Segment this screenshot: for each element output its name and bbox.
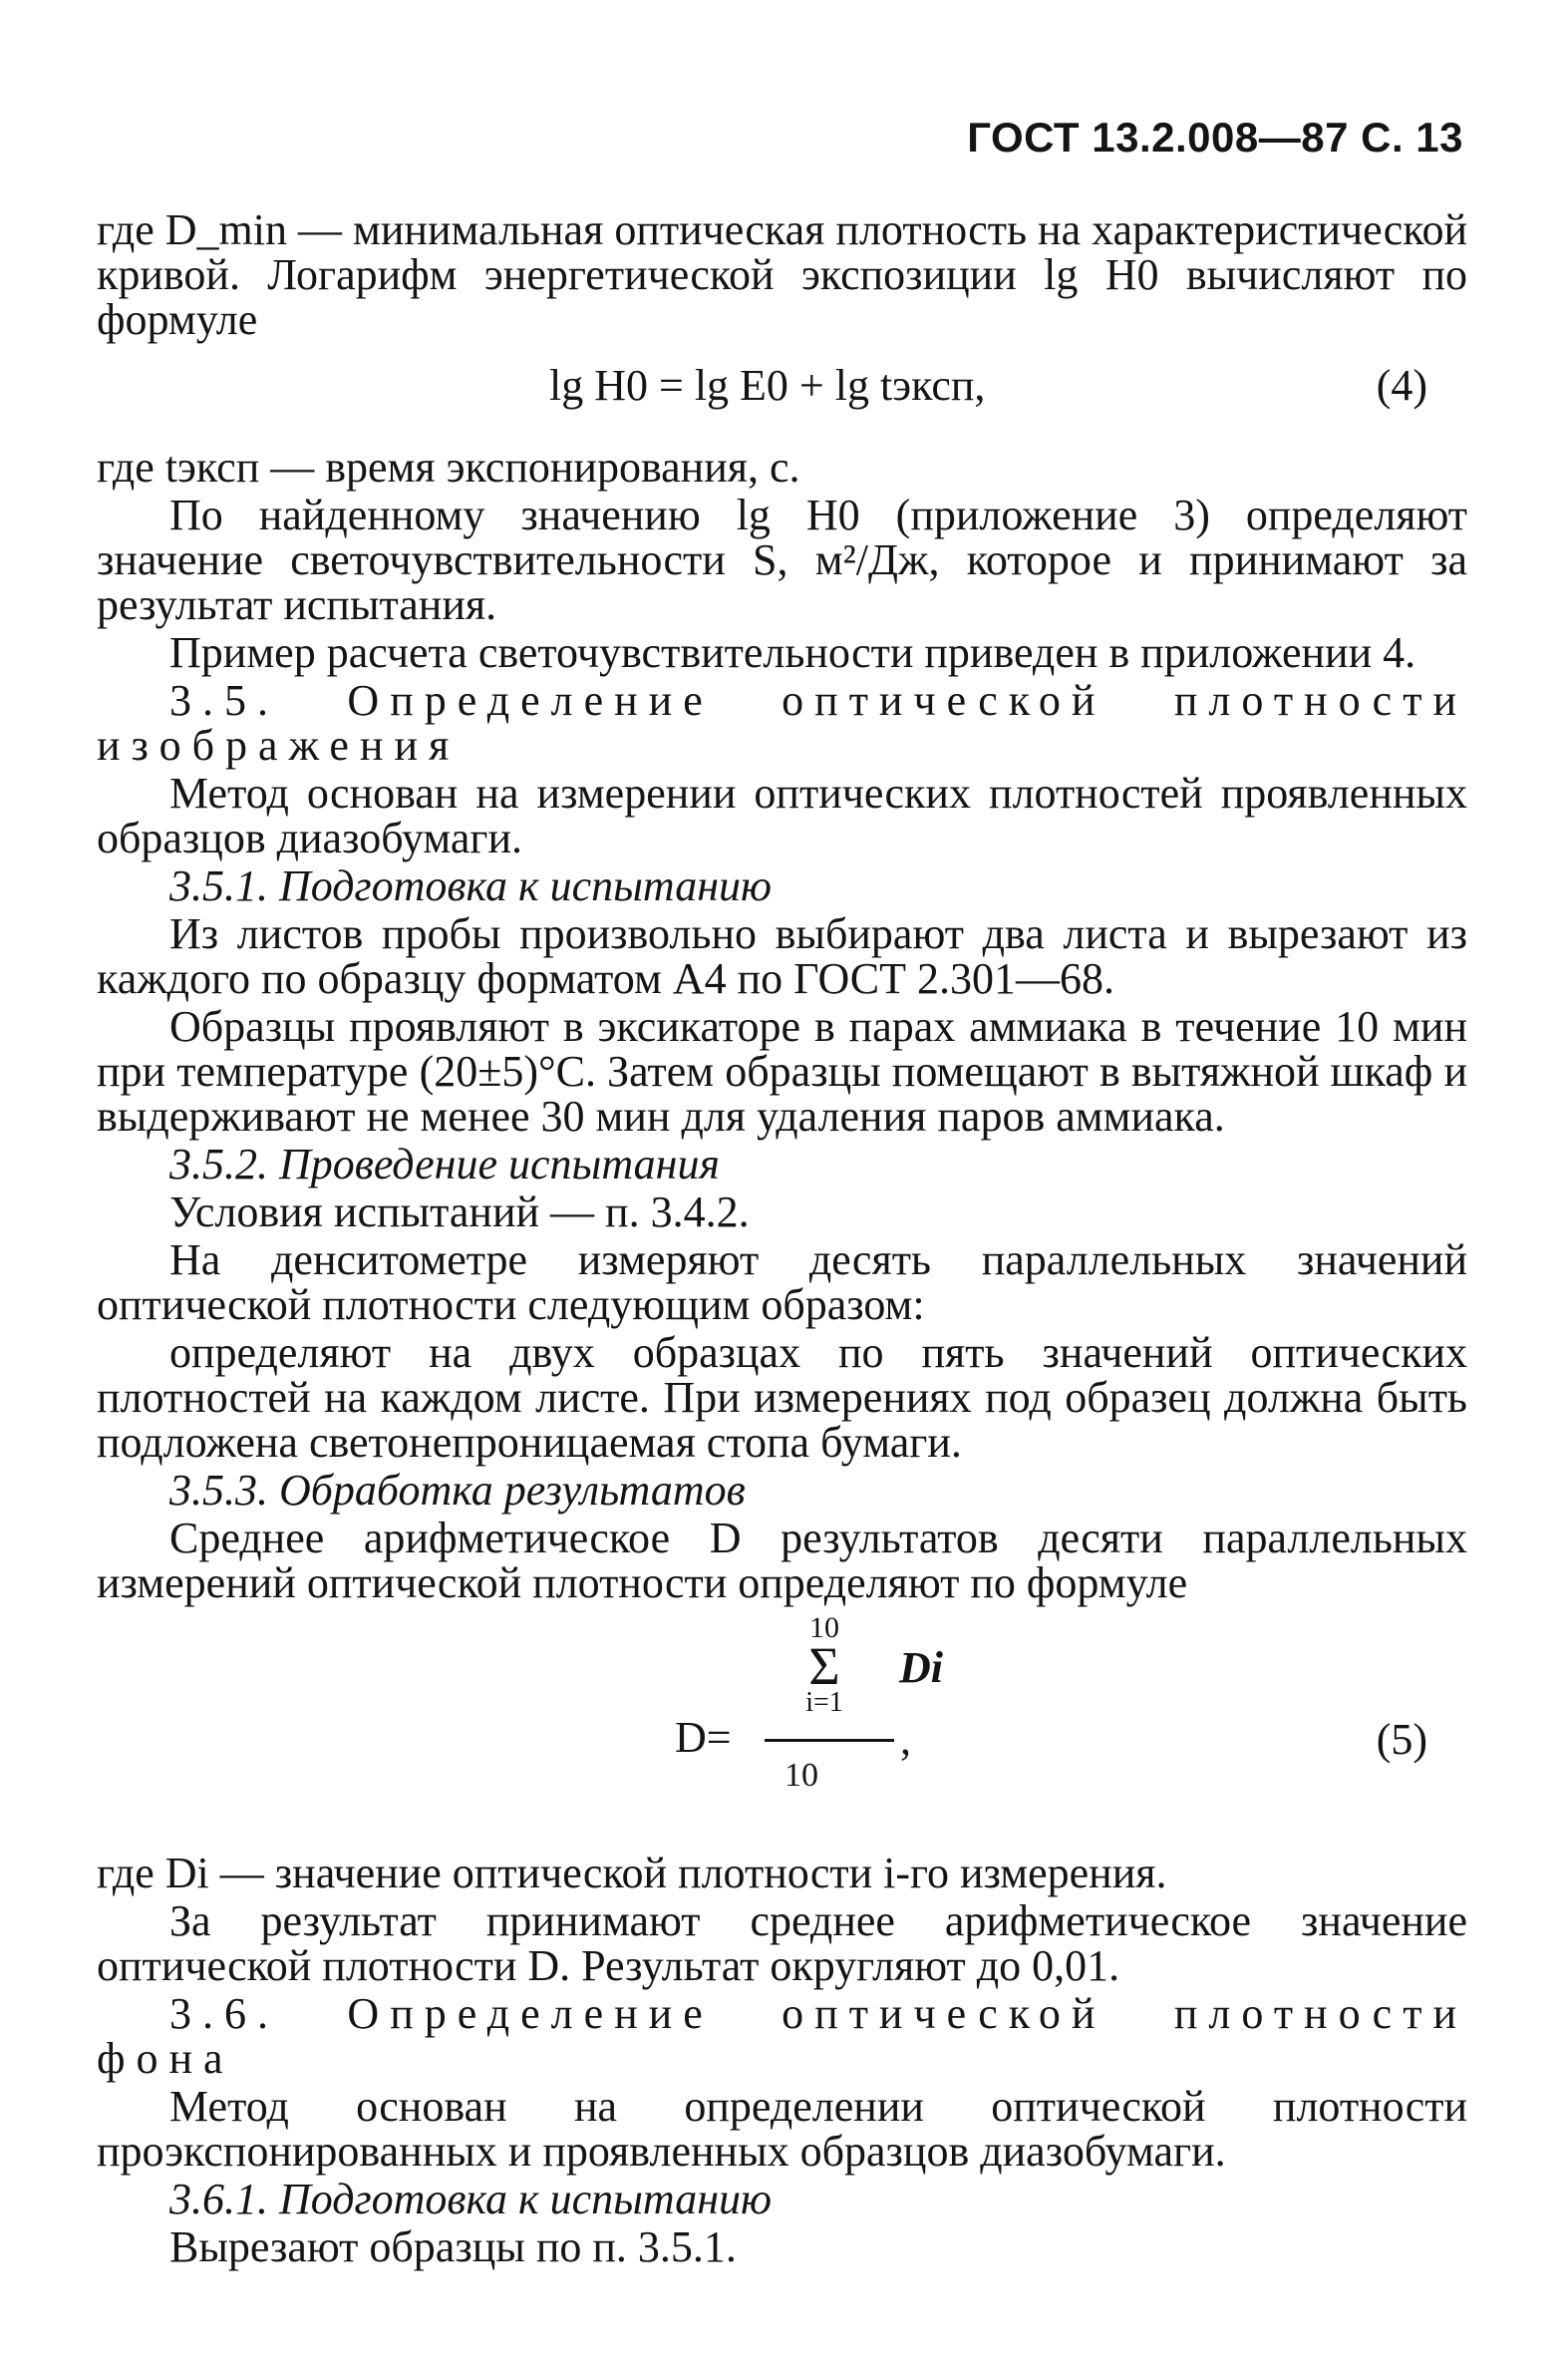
formula-4-expression: lg H0 = lg E0 + lg tэксп, <box>549 361 986 410</box>
paragraph: Пример расчета светочувствительности приведен в приложении 4. <box>169 628 1416 677</box>
paragraph: Метод основан на измерении оптических плотностей проявленных образцов диазобумаги. <box>97 769 1467 862</box>
document-body <box>97 207 1467 2272</box>
paragraph: где tэксп — время экспонирования, с. <box>97 443 800 492</box>
formula-4 <box>97 345 1467 435</box>
paragraph: где D_min — минимальная оптическая плотность на характеристической кривой. Логарифм энергетической экспозиции lg H0 вычисляют по формуле <box>97 205 1467 344</box>
sum-lower-limit: i=1 <box>805 1687 843 1718</box>
formula-5-lhs: D= <box>675 1713 732 1762</box>
summation-sign <box>765 1613 884 1717</box>
formula-4-number: (4) <box>1376 361 1427 410</box>
subsection-heading-3-6-1: 3.6.1. Подготовка к испытанию <box>169 2175 773 2223</box>
formula-5-comma: , <box>900 1715 911 1764</box>
paragraph: Условия испытаний — п. 3.4.2. <box>169 1187 750 1236</box>
section-heading-3-5: 3.5. Определение оптической плотности изображения <box>97 676 1467 770</box>
paragraph: где Di — значение оптической плотности i-го измерения. <box>97 1849 1167 1897</box>
sum-upper-limit: 10 <box>809 1611 839 1644</box>
summand: Di <box>899 1643 943 1692</box>
subsection-heading-3-5-1: 3.5.1. Подготовка к испытанию <box>169 861 773 910</box>
section-heading-3-6: 3.6. Определение оптической плотности фона <box>97 1989 1467 2083</box>
paragraph: определяют на двух образцах по пять значений оптических плотностей на каждом листе. При измерениях под образец должна быть подложена светонепроницаемая стопа бумаги. <box>97 1328 1467 1467</box>
subsection-heading-3-5-2: 3.5.2. Проведение испытания <box>169 1140 720 1188</box>
paragraph: Среднее арифметическое D результатов десяти параллельных измерений оптической плотности определяют по формуле <box>97 1514 1467 1607</box>
subsection-heading-3-5-3: 3.5.3. Обработка результатов <box>169 1466 746 1515</box>
denominator: 10 <box>784 1757 818 1794</box>
sigma-symbol: Σ <box>808 1636 840 1696</box>
paragraph: Из листов пробы произвольно выбирают два листа и вырезают из каждого по образцу форматом А4 по ГОСТ 2.301—68. <box>97 909 1467 1003</box>
page-header: ГОСТ 13.2.008—87 С. 13 <box>967 114 1463 161</box>
formula-5 <box>97 1613 1467 1845</box>
paragraph: Метод основан на определении оптической плотности проэкспонированных и проявленных образцов диазобумаги. <box>97 2082 1467 2176</box>
paragraph: На денситометре измеряют десять параллельных значений оптической плотности следующим образом: <box>97 1235 1467 1329</box>
fraction-bar <box>765 1739 894 1742</box>
formula-5-number: (5) <box>1376 1715 1427 1764</box>
paragraph: Образцы проявляют в эксикаторе в парах аммиака в течение 10 мин при температуре (20±5)°С. Затем образцы помещают в вытяжной шкаф и выдерживают не менее 30 мин для удаления паров аммиака. <box>97 1002 1467 1141</box>
paragraph: Вырезают образцы по п. 3.5.1. <box>169 2222 737 2271</box>
paragraph: По найденному значению lg H0 (приложение 3) определяют значение светочувствительности S, м²/Дж, которое и принимают за результат испытания. <box>97 491 1467 629</box>
paragraph: За результат принимают среднее арифметическое значение оптической плотности D. Результат округляют до 0,01. <box>97 1896 1467 1990</box>
